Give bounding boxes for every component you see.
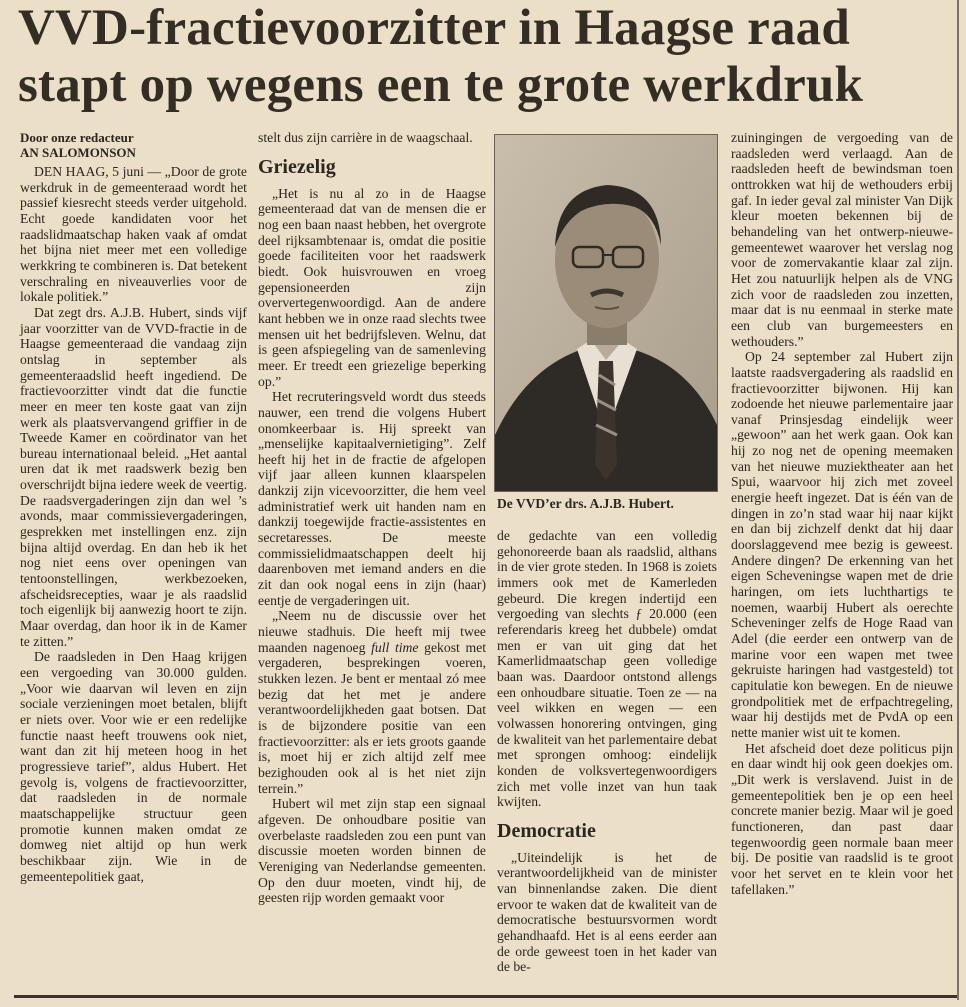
paragraph: stelt dus zijn carrière in de waagschaal. <box>258 130 473 145</box>
portrait-image <box>495 135 717 491</box>
paragraph-part: „Neem nu de discussie over het nieuwe stadhuis. Die heeft mij twee maanden nagenoeg <box>258 608 486 655</box>
column-2 <box>258 130 486 906</box>
right-edge <box>957 0 959 1000</box>
bottom-rule <box>14 995 958 998</box>
subhead-griezelig: Griezelig <box>258 155 336 178</box>
paragraph: Het afscheid doet deze politicus pijn en daar windt hij ook geen doekjes om. „Dit werk is verslavend. Juist in de gemeentepolitiek ben je op een heel concrete manier bezig. Maar wil je goed functioneren, dan past daar tegenwoordig geen normale baan meer bij. De positie van raadslid is te groot voor het servet en te klein voor het tafellaken.” <box>731 740 953 897</box>
paragraph: Op 24 september zal Hubert zijn laatste raadsvergadering als raadslid en fractievoorzitter bijwonen. Hij kan zodoende het nieuwe parlementaire jaar vanaf Prinsjesdag eindelijk weer „gewoon” aan het werk gaan. Ook kan hij zo nog net de opening meemaken van het nieuwe muziektheater aan het Spui, waarvoor hij zich met zoveel energie heeft ingezet. Dat is één van de dingen in zo’n stad waar hij naar kijkt en dan bij zichzelf denkt dat hij daar doorslaggevend mee bezig is geweest. Andere dingen? De erkenning van het eigen Scheveningse wapen met de drie haringen, om iets luchthartigs te noemen, waarbij Hubert als oerechte Scheveninger zelfs de Hoge Raad van Adel (die eerder een ontwerp van de marine voor een wapen met twee gekruiste haringen had vastgesteld) tot capitulatie kon bewegen. En de nieuwe grondpolitiek met de erfpachtregeling, waar hij destijds met de PvdA op een nette manier wist uit te komen. <box>731 349 953 740</box>
paragraph: DEN HAAG, 5 juni — „Door de grote werkdruk in de gemeenteraad wordt het passief kiesrecht steeds verder uitgehold. Echt goede kandidaten voor het raadslidmaatschap haken vaak af omdat het bijna niet meer met een volledige werkkring te combineren is. Dat betekent verschraling en niveauverlies voor de lokale politiek.” <box>20 164 247 305</box>
subhead-democratie: Democratie <box>497 819 596 842</box>
column-4 <box>731 130 953 897</box>
column-1 <box>20 130 247 884</box>
emphasis: full time <box>371 639 419 655</box>
byline-line-1: Door onze redacteur <box>20 130 134 145</box>
paragraph: De raadsleden in Den Haag krijgen een vergoeding van 30.000 gulden. „Voor wie daarvan wil leven en zijn sociale verzieningen moet betalen, blijft er niets over. Voor wie er een redelijke functie naast heeft trouwens ook niet, want dan zit hij meteen hoog in het progressieve tarief”, aldus Hubert. Het gevolg is, volgens de fractievoorzitter, dat raadsleden in de normale maatschappelijke structuur geen promotie kunnen maken omdat ze domweg niet altijd op hun werk beschikbaar zijn. Wie in de gemeentepolitiek gaat, <box>20 649 247 884</box>
paragraph: de gedachte van een volledig gehonoreerde baan als raadslid, althans in de vier grote steden. In 1968 is zoiets immers ook met de Kamerleden gebeurd. Die kregen indertijd een vergoeding van slechts ƒ 20.000 (een referendaris kreeg het dubbele) omdat men er van uit ging dat het Kamerlidmaatschap geen volledige baan was. Daardoor ontstond allengs een onhoudbare situatie. Toen ze — na veel wikken en wegen — een volwassen honorering ontvingen, ging de kwaliteit van het parlementaire debat met sprongen omhoog: eindelijk konden de volksvertegenwoordigers zich met volle inzet van hun taak kwijten. <box>497 528 717 810</box>
paragraph: „Het is nu al zo in de Haagse gemeenteraad dat van de mensen die er nog een baan naast hebben, het overgrote deel rijksambtenaar is, omdat die positie goede faciliteiten voor het raadswerk biedt. Ook huisvrouwen en vroeg gepensioneerden zijn oververtegenwoordigd. Aan de andere kant hebben we in onze raad slechts twee mensen uit het bedrijfsleven. Welnu, dat is geen afspiegeling van de samenleving meer. Er treedt een griezelige beperking op.” <box>258 185 486 389</box>
photo-caption: De VVD’er drs. A.J.B. Hubert. <box>497 496 674 511</box>
headline <box>18 0 953 114</box>
paragraph: zuiningingen de vergoeding van de raadsleden werd verlaagd. Aan de raadsleden heeft de bewindsman toen onttrokken wat hij de wethouders erbij gaf. In ieder geval zal minister Van Dijk kleur moeten bekennen bij de behandeling van het ontwerp-nieuwe-gemeentewet waarover het verslag nog voor de zomervakantie klaar zal zijn. Het zou natuurlijk helpen als de VNG zich voor de raadsleden zou inzetten, maar dat is nu eenmaal in sterke mate een club van burgemeesters en wethouders.” <box>731 130 953 349</box>
paragraph: Dat zegt drs. A.J.B. Hubert, sinds vijf jaar voorzitter van de VVD-fractie in de Haagse gemeenteraad die vandaag zijn ontslag in september als gemeenteraadslid heeft ingediend. De fractievoorzitter vindt dat die functie meer en meer ten koste gaat van zijn werk als plaatsvervangend griffier in de Tweede Kamer en coördinator van het bureau internationaal beleid. „Het aantal uren dat ik met raadswerk bezig ben overschrijdt bijna iedere week de veertig. De raadsvergaderingen zijn dan wel ’s avonds, maar commissievergaderingen, gesprekken met instellingen enz. zijn bijna altijd overdag. En dan heb ik het nog niet eens over openingen van tentoonstellingen, werkbezoeken, afscheidsrecepties, waar je als raadslid toch eigenlijk bij aanwezig hoort te zijn. Maar overdag, dan hoor ik in de Kamer te zitten.” <box>20 304 247 649</box>
paragraph: Het recruteringsveld wordt dus steeds nauwer, een trend die volgens Hubert onomkeerbaar is. Hij spreekt van „menselijke kapitaalvernietiging”. Zelf heeft hij het in de fractie de afgelopen vijf jaar alleen kunnen klaarspelen dankzij zijn vicevoorzitter, die hem veel administratief werk uit handen nam en dankzij toegewijde fractie-assistentes en secretaresses. De meeste commissielidmaatschappen deelt hij daarenboven met iemand anders en die zit dan ook nogal eens in zijn (haar) eentje de vergaderingen uit. <box>258 389 486 608</box>
portrait-photo <box>494 134 718 492</box>
column-3 <box>497 528 717 975</box>
headline-line-2: stapt op wegens een te grote werkdruk <box>18 57 864 113</box>
paragraph <box>258 608 486 796</box>
headline-line-1: VVD-fractievoorzitter in Haagse raad <box>18 0 850 56</box>
paragraph: Hubert wil met zijn stap een signaal afgeven. De onhoudbare positie van overbelaste raadsleden zou een punt van discussie moeten worden binnen de Vereniging van Nederlandse gemeenten. Op den duur moeten, vindt hij, de geesten rijp worden gemaakt voor <box>258 796 486 906</box>
paragraph: „Uiteindelijk is het de verantwoordelijkheid van de minister van binnenlandse zaken. Die dient ervoor te waken dat de kwaliteit van de democratische bestuursvormen wordt gehandhaafd. Het is al eens eerder aan de orde geweest toen in het kader van de be- <box>497 849 717 975</box>
byline <box>20 130 247 160</box>
byline-author: AN SALOMONSON <box>20 145 136 160</box>
paragraph-part: gekost met vergaderen, besprekingen voeren, stukken lezen. Je bent er mentaal zó mee bezig dat het met je andere verantwoordelijkheden gaat botsen. Dat is de bijzondere positie van een fractievoorzitter: als er iets groots gaande is, moet hij er zich altijd zelf mee bezighouden ook al is het niet zijn terrein.” <box>258 639 486 796</box>
